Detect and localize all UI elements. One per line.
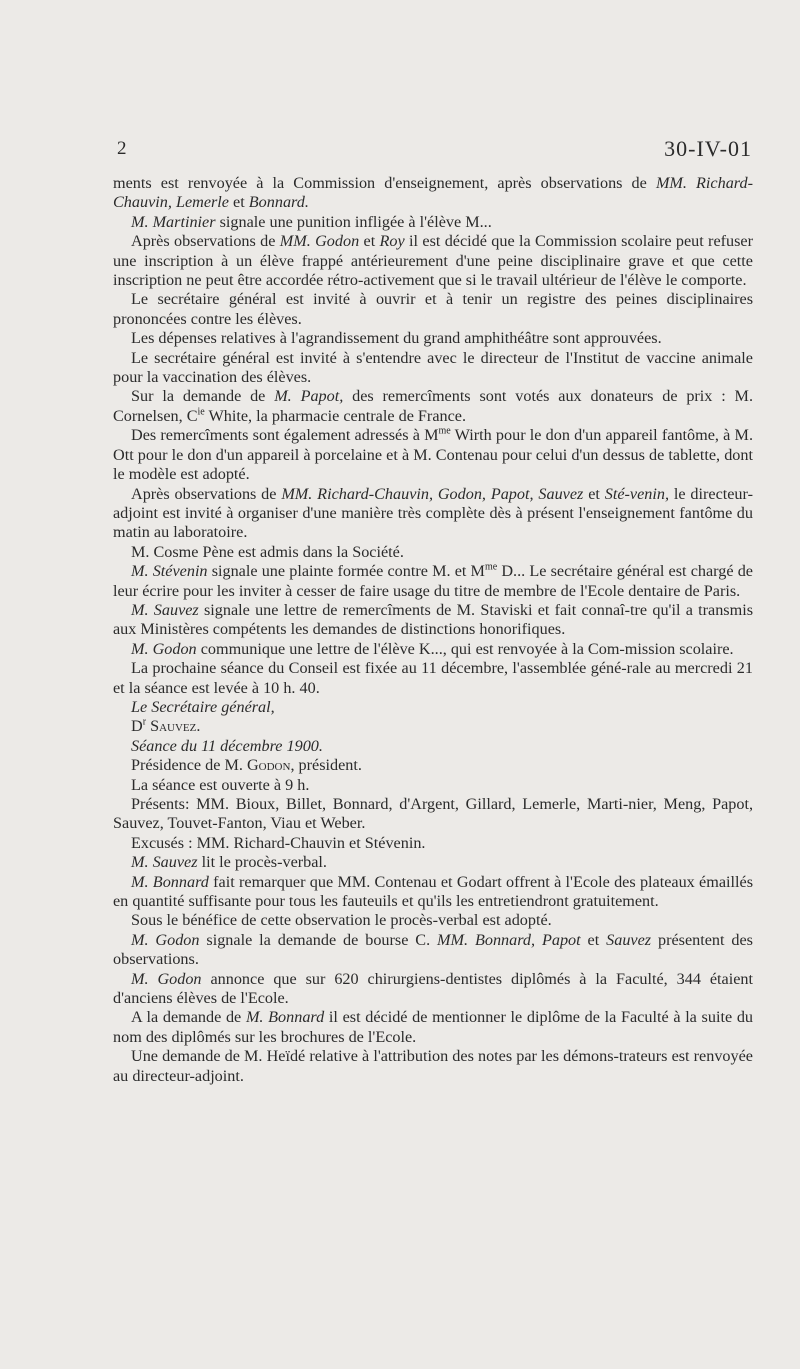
paragraph: A la demande de M. Bonnard il est décidé de mentionner le diplôme de la Faculté à la suite du nom des diplômés sur les brochures de l'Ecole. bbox=[113, 1008, 754, 1046]
paragraph: Des remercîments sont également adressés à $M^{me}$ Wirth pour le don d'un appareil fantôme, à M. Ott pour le don d'un appareil à porcelaine et à M. Contenau pour celui d'un dessus de tablette, dont le modèle est adopté. bbox=[113, 425, 753, 484]
paragraph: Après observations de MM. Richard-Chauvin, Godon, Papot, Sauvez et Sté-venin, le directeur-adjoint est invité à organiser d'une manière très complète dès à présent l'enseignement fantôme du matin au laboratoire. bbox=[113, 484, 753, 542]
paragraph: Présents: MM. Bioux, Billet, Bonnard, d'Argent, Gillard, Lemerle, Marti-nier, Meng, Papot, Sauvez, Touvet-Fanton, Viau et Weber. bbox=[113, 795, 753, 833]
paragraph: M. Sauvez lit le procès-verbal. bbox=[131, 853, 327, 872]
paragraph: ments est renvoyée à la Commission d'enseignement, après observations de MM. Richard-Chauvin, Lemerle et Bonnard. bbox=[113, 174, 753, 212]
paragraph: M. Godon signale la demande de bourse C. MM. Bonnard, Papot et Sauvez présentent des observations. bbox=[113, 930, 753, 969]
paragraph: Le secrétaire général est invité à ouvrir et à tenir un registre des peines disciplinaires prononcées contre les élèves. bbox=[113, 290, 753, 328]
signature-title: Le Secrétaire général, bbox=[131, 697, 275, 716]
paragraph: La prochaine séance du Conseil est fixée au 11 décembre, l'assemblée géné-rale au mercredi 21 et la séance est levée à 10 h. 40. bbox=[113, 659, 753, 697]
minutes-text bbox=[113, 174, 753, 1086]
paragraph: Sur la demande de M. Papot, des remercîments sont votés aux donateurs de prix : M. Cornelsen, $C^{ie}$ White, la pharmacie centrale de France. bbox=[113, 387, 754, 425]
paragraph: Après observations de MM. Godon et Roy il est décidé que la Commission scolaire peut refuser une inscription à un élève frappé antérieurement d'une peine disciplinaire grave et que cette inscription ne peut être accordée rétro-activement que si le travail ultérieur de l'élève le comporte. bbox=[113, 232, 753, 290]
paragraph: Sous le bénéfice de cette observation le procès-verbal est adopté. bbox=[131, 911, 552, 930]
paragraph: Le secrétaire général est invité à s'entendre avec le directeur de l'Institut de vaccine animale pour la vaccination des élèves. bbox=[113, 348, 753, 387]
paragraph: M. Godon communique une lettre de l'élève K..., qui est renvoyée à la Com-mission scolaire. bbox=[131, 639, 734, 658]
signature-name: $D^r$ Sauvez. bbox=[131, 716, 201, 736]
page-header bbox=[117, 138, 752, 168]
page-date: 30-IV-01 bbox=[664, 136, 752, 161]
paragraph: Les dépenses relatives à l'agrandissement du grand amphithéâtre sont approuvées. bbox=[131, 329, 662, 348]
paragraph: M. Godon annonce que sur 620 chirurgiens-dentistes diplômés à la Faculté, 344 étaient d'anciens élèves de l'Ecole. bbox=[113, 969, 753, 1008]
paragraph: Excusés : MM. Richard-Chauvin et Stévenin. bbox=[131, 833, 426, 852]
paragraph: M. Bonnard fait remarquer que MM. Contenau et Godart offrent à l'Ecole des plateaux émaillés en quantité suffisante pour tous les fauteuils et qu'ils les entretiendront gratuitement. bbox=[113, 872, 753, 911]
presidence-line: Présidence de M. Godon, président. bbox=[131, 756, 362, 775]
paragraph: Une demande de M. Heïdé relative à l'attribution des notes par les démons-trateurs est renvoyée au directeur-adjoint. bbox=[113, 1047, 753, 1085]
page-number: 2 bbox=[117, 138, 127, 159]
section-title: Séance du 11 décembre 1900. bbox=[131, 736, 323, 755]
paragraph: M. Stévenin signale une plainte formée contre M. et $M^{me}$ D... Le secrétaire général est chargé de leur écrire pour les inviter à cesser de faire usage du titre de membre de l'Ecole dentaire de Paris. bbox=[113, 561, 753, 600]
paragraph: M. Cosme Pène est admis dans la Société. bbox=[131, 542, 404, 561]
paragraph: La séance est ouverte à 9 h. bbox=[131, 775, 310, 794]
paragraph: M. Sauvez signale une lettre de remercîments de M. Staviski et fait connaî-tre qu'il a transmis aux Ministères compétents les demandes de distinctions honorifiques. bbox=[113, 600, 753, 639]
paragraph: M. Martinier signale une punition infligée à l'élève M... bbox=[131, 212, 492, 231]
